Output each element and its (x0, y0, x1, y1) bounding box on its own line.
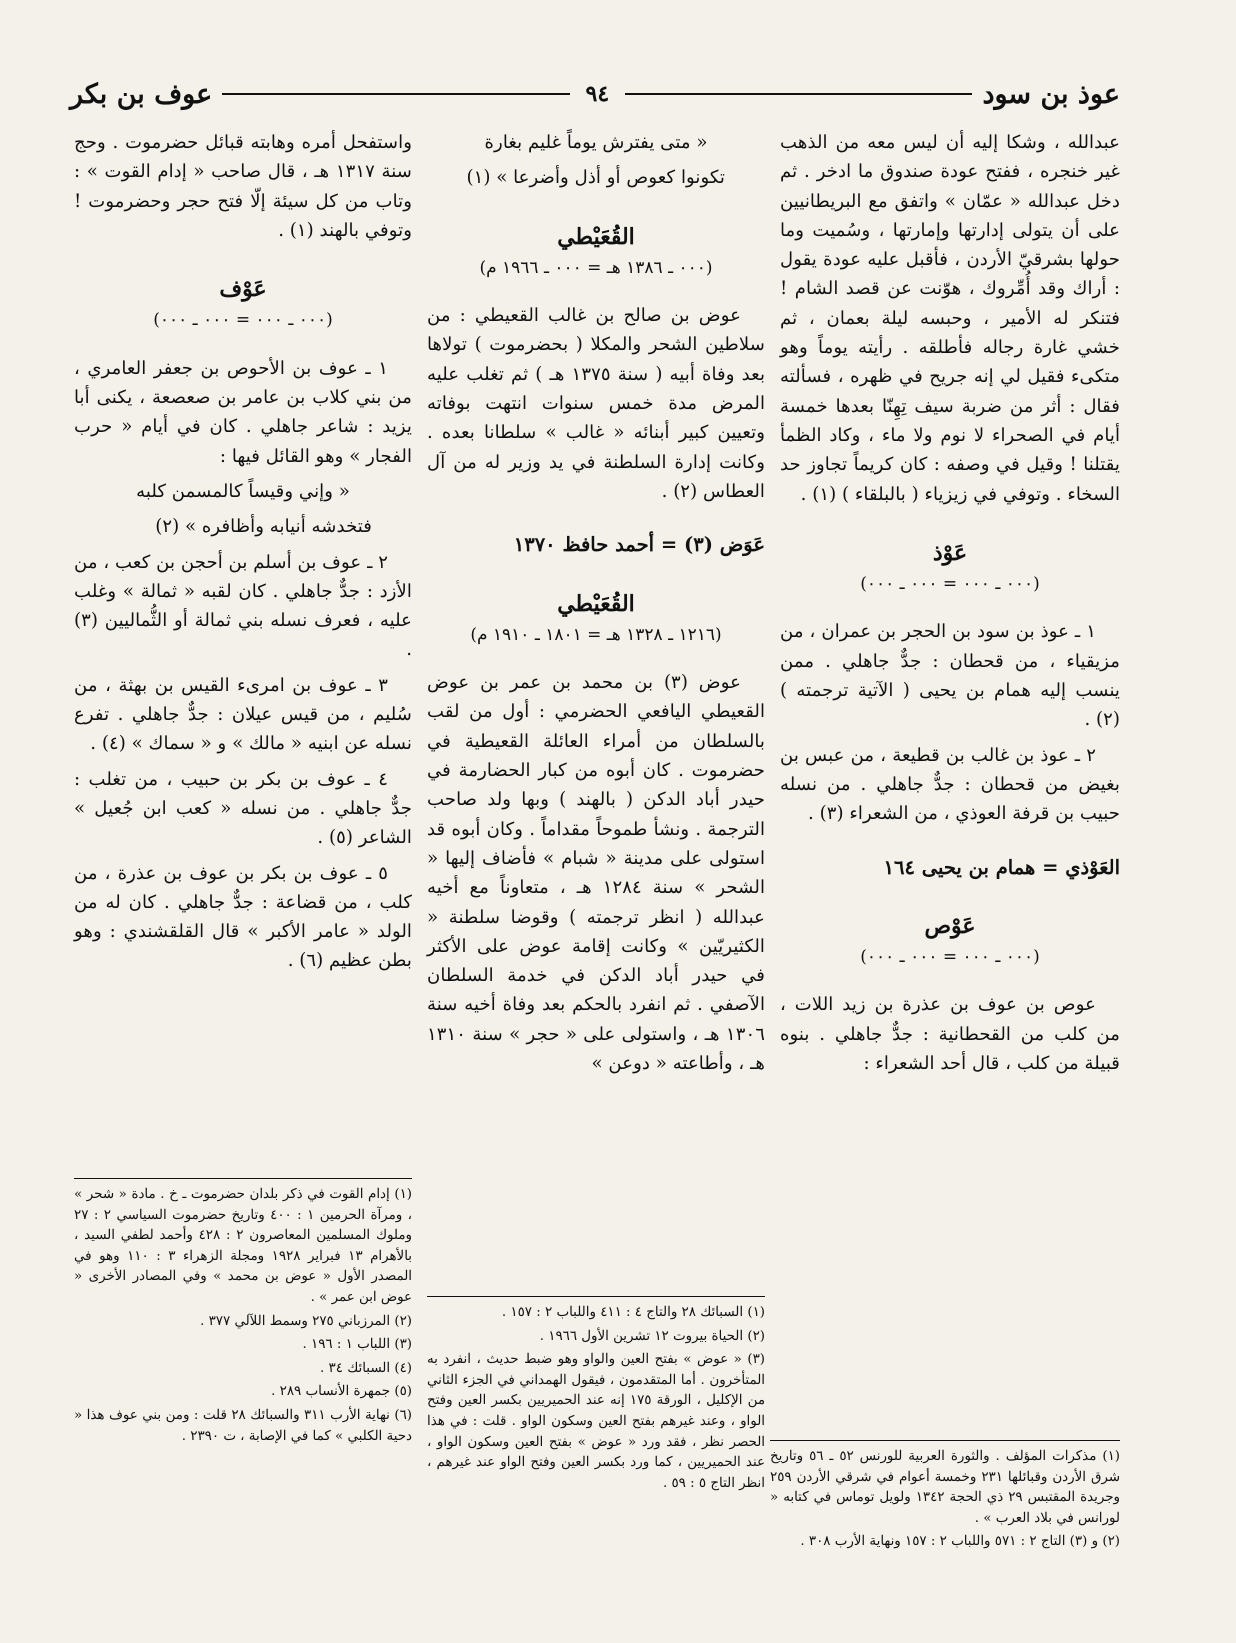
cross-reference: عَوَض (٣) = أحمد حافظ ١٣٧٠ (513, 533, 765, 557)
running-header (70, 74, 1120, 114)
footnotes-middle (427, 1296, 765, 1497)
entry-text: واستفحل أمره وهابته قبائل حضرموت . وحج سنة ١٣١٧ هـ ، قال صاحب « إدام القوت » : وتاب من كل سيئة إلّا فتح حجر وحضرموت ! وتوفي بالهند (١) . (74, 132, 412, 241)
verse-line: تكونوا كعوص أو أذل وأضرعا » (١) (466, 167, 725, 189)
section-dates: (٠٠٠ ـ ٠٠٠ = ٠٠٠ ـ ٠٠٠) (860, 947, 1040, 968)
cross-reference: العَوْذي = همام بن يحيى ١٦٤ (883, 855, 1120, 879)
entry-text: عبدالله ، وشكا إليه أن ليس معه من الذهب غير خنجره ، ففتح عودة صندوق ما ادخر . ثم دخل عبدالله « عمّان » واتفق مع البريطانيين على أن يتولى إدارتها وإمارتها ، وسُميت وما حولها بشرقيّ الأردن ، فأقبل عليه عودة يقول : أراك وقد أُمِّروك ، هوّنت عن قصد الشام ! فتنكر له الأمير ، وحبسه ليلة بعمان ، ثم خشي غارة رجاله فأطلقه . رأيته يوماً وهو متكىء فقيل لي إنه جريح في ظهره ، فسألته فقال : أثر من ضربة سيف تِهِنّا بعدها خمسة أيام في الصحراء لا نوم ولا ماء ، وكاد الظمأ يقتلنا ! وقيل في وصفه : كان كريماً تجاوز حد السخاء . وتوفي في زيزياء ( بالبلقاء ) (١) . (780, 132, 1120, 505)
entry-text: ٤ ـ عوف بن بكر بن حبيب ، من تغلب : جدٌّ جاهلي . من نسله « كعب ابن جُعيل » الشاعر (٥) . (74, 768, 412, 849)
entry-text: ١ ـ عوف بن الأحوص بن جعفر العامري ، من بني كلاب بن عامر بن صعصعة ، يكنى أبا يزيد : شاعر جاهلي . كان في أيام « حرب الفجار » وهو القائل فيها : (74, 357, 412, 467)
section-dates: (٠٠٠ ـ ٠٠٠ = ٠٠٠ ـ ٠٠٠) (860, 574, 1040, 595)
entry-text: ٢ ـ عوف بن أسلم بن أحجن بن كعب ، من الأزد : جدٌّ جاهلي . كان لقبه « ثمالة » وغلب عليه ، فعرف نسله بني ثمالة أو الثُّماليين (٣) . (74, 551, 412, 661)
header-rule-right (625, 93, 972, 95)
footnotes-left (74, 1178, 412, 1450)
footnote: (٤) السبائك ٣٤ . (320, 1360, 412, 1376)
verse-line: فتخدشه أنيابه وأظافره » (٢) (155, 516, 372, 538)
page-number: ٩٤ (585, 81, 610, 107)
footnote: (١) إدام القوت في ذكر بلدان حضرموت ـ خ . مادة « شحر » ، ومرآة الحرمين ١ : ٤٠٠ وتاريخ حضرموت السياسي ٢ : ٢٧ وملوك المسلمين المعاصرون ٢ : ٤٢٨ وأحمد لطفي السيد ، بالأهرام ١٣ فبراير ١٩٢٨ ومجلة الزهراء ٣ : ١١٠ وهو في المصدر الأول « عوض بن محمد » وفي المصادر الأخرى « عوض ابن عمر » . (74, 1187, 413, 1305)
column-middle (427, 128, 765, 1084)
footnote: (٢) الحياة بيروت ١٢ تشرين الأول ١٩٦٦ . (539, 1328, 765, 1344)
entry-text: ٢ ـ عوذ بن غالب بن قطيعة ، من عبس بن بغيض من قحطان : جدٌّ جاهلي . من نسله حبيب بن قرفة العوذي ، من الشعراء (٣) . (780, 744, 1120, 825)
footnote: (١) مذكرات المؤلف . والثورة العربية للورنس ٥٢ ـ ٥٦ وتاريخ شرق الأردن وقبائلها ٢٣١ وخمسة أعوام في شرقي الأردن ٢٥٩ وجريدة المقتبس ٢٩ ذي الحجة ١٣٤٢ ولويل توماس في كتابه « لورانس في بلاد العرب » . (770, 1449, 1121, 1526)
section-dates: (١٢١٦ ـ ١٣٢٨ هـ = ١٨٠١ ـ ١٩١٠ م) (470, 624, 722, 645)
footnote: (١) السبائك ٢٨ والتاج ٤ : ٤١١ واللباب ٢ : ١٥٧ . (501, 1305, 765, 1320)
verse-line: « متى يفترش يوماً غليم بغارة (484, 132, 708, 153)
column-left (74, 128, 412, 982)
footnote: (٢) المرزباني ٢٧٥ وسمط اللآلي ٣٧٧ . (200, 1313, 412, 1329)
entry-text: عوص بن عوف بن عذرة بن زيد اللات ، من كلب من القحطانية : جدٌّ جاهلي . بنوه قبيلة من كلب ، قال أحد الشعراء : (780, 994, 1120, 1075)
section-heading: القُعَيْطي (557, 590, 635, 617)
footnote: (٢) و (٣) التاج ٢ : ٥٧١ واللباب ٢ : ١٥٧ ونهاية الأرب ٣٠٨ . (800, 1534, 1120, 1550)
entry-text: عوض (٣) بن محمد بن عمر بن عوض القعيطي اليافعي الحضرمي : أول من لقب بالسلطان من أمراء العائلة القعيطية في حضرموت . كان أبوه من كبار الحضارمة في حيدر أباد الدكن ( بالهند ) وبها ولد صاحب الترجمة . ونشأ طموحاً مقداماً . وكان أبوه قد استولى على مدينة « شبام » فأضاف إليها « الشحر » سنة ١٢٨٤ هـ ، متعاوناً مع أخيه عبدالله ( انظر ترجمته ) وقوضا سلطنة « الكثيريّين » وكانت إقامة عوض على الأكثر في حيدر أباد الدكن في خدمة السلطان الآصفي . ثم انفرد بالحكم بعد وفاة أخيه سنة ١٣٠٦ هـ ، واستولى على « حجر » سنة ١٣١٠ هـ ، وأطاعته « دوعن » (427, 672, 765, 1075)
footnotes-right (770, 1440, 1120, 1556)
footnote: (٦) نهاية الأرب ٣١١ والسبائك ٢٨ قلت : ومن بني عوف هذا « دحية الكلبي » كما في الإصابة ، ت ٢٣٩٠ . (74, 1407, 413, 1444)
header-rule-left (222, 93, 569, 95)
header-left-title: عوف بن بكر (70, 78, 213, 110)
section-heading: عَوْف (219, 276, 267, 303)
header-right-title: عوذ بن سود (982, 78, 1120, 110)
section-heading: عَوْذ (932, 539, 968, 566)
footnote: (٣) « عوض » بفتح العين والواو وهو ضبط حديث ، انفرد به المتأخرون . أما المتقدمون ، فيقول الهمداني في الجزء الثاني من الإكليل ، الورقة ١٧٥ إنه عند الحميريين بكسر العين وفتح الواو ، وعند غيرهم بفتح العين وسكون الواو . قلت : في هذا الحصر نظر ، فقد ورد « عوض » بفتح العين وسكون الواو ، عند الحميريين ، كما ورد بكسر العين وفتح الواو عند غيرهم ، انظر التاج ٥ : ٥٩ . (427, 1352, 765, 1491)
verse-line: « وإني وقيساً كالمسمن كلبه (136, 480, 350, 502)
footnote: (٥) جمهرة الأنساب ٢٨٩ . (271, 1384, 412, 1400)
section-dates: (٠٠٠ ـ ٠٠٠ = ٠٠٠ ـ ٠٠٠) (153, 310, 333, 331)
section-heading: عَوْص (924, 912, 976, 939)
footnote: (٣) اللباب ١ : ١٩٦ . (302, 1337, 412, 1353)
entry-text: ٥ ـ عوف بن بكر بن عوف بن عذرة ، من كلب ، من قضاعة : جدٌّ جاهلي . كان له من الولد « عامر الأكبر » قال القلقشندي : وهو بطن عظيم (٦) . (74, 862, 412, 972)
entry-text: ٣ ـ عوف بن امرىء القيس بن بهثة ، من سُليم ، من قيس عيلان : جدٌّ جاهلي . تفرع نسله عن ابنيه « مالك » و « سماك » (٤) . (74, 674, 412, 755)
column-right (780, 128, 1120, 1084)
entry-text: ١ ـ عوذ بن سود بن الحجر بن عمران ، من مزيقياء ، من قحطان : جدٌّ جاهلي . ممن ينسب إليه همام بن يحيى ( الآتية ترجمته ) (٢) . (780, 621, 1120, 731)
section-heading: القُعَيْطي (557, 223, 635, 250)
entry-text: عوض بن صالح بن غالب القعيطي : من سلاطين الشحر والمكلا ( بحضرموت ) تولاها بعد وفاة أبيه ( سنة ١٣٧٥ هـ ) ثم تغلب عليه المرض مدة خمس سنوات انتهت بوفاته وتعيين كبير أبنائه « غالب » سلطانا بعده . وكانت إدارة السلطنة في يد وزير له من آل العطاس (٢) . (427, 305, 766, 502)
section-dates: (٠٠٠ ـ ١٣٨٦ هـ = ٠٠٠ ـ ١٩٦٦ م) (479, 257, 713, 278)
